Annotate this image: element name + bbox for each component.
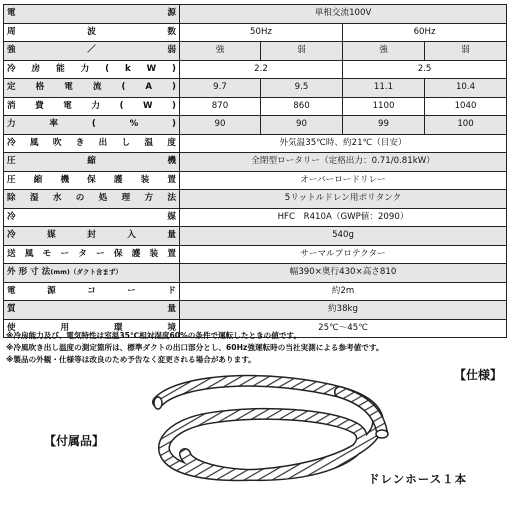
- spec-label-char: ): [172, 82, 176, 93]
- spec-label: [4, 245, 180, 264]
- spec-label-char: 源: [47, 285, 56, 296]
- spec-label-char: 波: [87, 26, 96, 37]
- spec-label-char: 機: [60, 174, 70, 185]
- spec-label-char: 護: [113, 174, 123, 185]
- spec-label-char: ／: [87, 45, 96, 56]
- spec-label-char: モ: [42, 248, 52, 259]
- spec-label-char: き: [75, 137, 85, 148]
- spec-label: [4, 227, 180, 246]
- spec-label-char: 処: [98, 193, 108, 204]
- spec-row: [4, 208, 507, 227]
- spec-label-char: 温: [144, 137, 154, 148]
- spec-label: [4, 171, 180, 190]
- spec-label-char: 環: [113, 322, 123, 333]
- spec-label-char: ー: [127, 285, 136, 296]
- spec-value: 外気温35℃時、約21℃（目安）: [180, 134, 507, 153]
- spec-label-text: 外 形 寸 法: [7, 267, 51, 278]
- spec-label: [4, 153, 180, 172]
- spec-label-char: 縮: [87, 156, 96, 167]
- spec-label-char: 電: [7, 285, 16, 296]
- spec-label-char: ): [172, 119, 176, 130]
- spec-label-char: 封: [87, 230, 96, 241]
- spec-value: 50Hz: [180, 23, 343, 42]
- spec-label-char: 力: [7, 119, 16, 130]
- spec-label-char: 定: [7, 82, 16, 93]
- spec-label-char: の: [75, 193, 85, 204]
- spec-row: [4, 227, 507, 246]
- spec-row: [4, 245, 507, 264]
- spec-label-char: 格: [35, 82, 45, 93]
- spec-value: 9.7: [180, 79, 261, 98]
- spec-value: 単相交流100V: [180, 5, 507, 24]
- spec-label-char: 装: [149, 248, 159, 259]
- spec-label-char: 護: [131, 248, 141, 259]
- spec-value: 強: [180, 42, 261, 61]
- spec-row: [4, 264, 507, 283]
- spec-row: [4, 5, 507, 24]
- hose-coil: [154, 381, 388, 475]
- spec-label-char: 風: [24, 248, 34, 259]
- spec-label-char: 冷: [7, 137, 16, 148]
- spec-label-char: 吹: [52, 137, 62, 148]
- spec-label-char: 周: [7, 26, 16, 37]
- spec-label-char: ): [172, 63, 176, 74]
- spec-label-char: 縮: [33, 174, 43, 185]
- spec-value: 強: [343, 42, 425, 61]
- spec-value: 弱: [425, 42, 507, 61]
- spec-label-char: (: [119, 100, 124, 111]
- spec-label-char: 湿: [29, 193, 39, 204]
- spec-label: [4, 134, 180, 153]
- spec-label-char: 流: [92, 82, 102, 93]
- spec-value: 60Hz: [343, 23, 507, 42]
- spec-label-char: 圧: [7, 174, 16, 185]
- spec-row: [4, 116, 507, 135]
- spec-value: サーマルプロテクター: [180, 245, 507, 264]
- spec-label: [4, 97, 180, 116]
- spec-row: [4, 134, 507, 153]
- spec-label-char: コ: [87, 285, 96, 296]
- spec-label-char: 理: [121, 193, 131, 204]
- spec-label-char: 冷: [7, 211, 16, 222]
- spec-label: [4, 23, 180, 42]
- spec-label-char: 圧: [7, 156, 16, 167]
- spec-label: [4, 42, 180, 61]
- spec-label-char: 方: [144, 193, 154, 204]
- spec-label-char: 源: [167, 8, 176, 19]
- spec-label-char: 置: [167, 248, 176, 259]
- spec-label-char: 出: [98, 137, 108, 148]
- spec-value: 約2m: [180, 282, 507, 301]
- accessory-section-title: 【付属品】: [44, 434, 105, 448]
- spec-label-char: 媒: [167, 211, 176, 222]
- spec-label-char: %: [129, 119, 139, 130]
- spec-label-char: (: [91, 119, 96, 130]
- spec-value: 540g: [180, 227, 507, 246]
- spec-label-char: 度: [167, 137, 176, 148]
- spec-value: 99: [343, 116, 425, 135]
- spec-label-char: (: [121, 82, 126, 93]
- spec-label-char: 強: [7, 45, 16, 56]
- spec-label-char: 量: [167, 230, 176, 241]
- spec-label: [4, 190, 180, 209]
- spec-value: 1040: [425, 97, 507, 116]
- spec-label-char: 媒: [47, 230, 56, 241]
- note-line: ※冷房能力及び、電気特性は室温35℃相対湿度60%の条件で運転したときの値です。: [6, 331, 301, 340]
- spec-label-char: 入: [127, 230, 136, 241]
- spec-label-char: 置: [167, 174, 176, 185]
- spec-row: [4, 79, 507, 98]
- spec-label-char: 風: [29, 137, 39, 148]
- spec-value: 25℃～45℃: [180, 319, 507, 338]
- spec-label-char: 能: [56, 63, 65, 74]
- note-line: ※製品の外観・仕様等は改良のため予告なく変更される場合があります。: [6, 355, 256, 364]
- spec-label-char: 送: [7, 248, 16, 259]
- spec-label-char: A: [145, 82, 153, 93]
- spec-value: 弱: [261, 42, 343, 61]
- spec-value: 幅390×奥行430×高さ810: [180, 264, 507, 283]
- spec-row: [4, 42, 507, 61]
- spec-label: [4, 79, 180, 98]
- spec-value: 2.2: [180, 60, 343, 79]
- spec-label-char: 力: [80, 63, 90, 74]
- spec-label: [4, 60, 180, 79]
- spec-label-char: 装: [140, 174, 150, 185]
- spec-label-char: タ: [78, 248, 87, 259]
- accessory-caption: ドレンホース１本: [368, 472, 468, 486]
- spec-label-char: 冷: [7, 63, 16, 74]
- spec-value: 全閉型ロータリー（定格出力：0.71/0.81kW）: [180, 153, 507, 172]
- spec-label-char: 電: [63, 100, 72, 111]
- spec-table: [3, 4, 507, 338]
- spec-value: オーバーロードリレー: [180, 171, 507, 190]
- spec-label-char: 数: [167, 26, 176, 37]
- spec-row: [4, 171, 507, 190]
- spec-label-char: 弱: [167, 45, 176, 56]
- spec-label-char: ー: [96, 248, 105, 259]
- spec-value: 100: [425, 116, 507, 135]
- spec-label-char: 量: [167, 304, 176, 315]
- spec-label-char: ー: [60, 248, 70, 259]
- spec-value: 10.4: [425, 79, 507, 98]
- spec-label-char: 法: [167, 193, 176, 204]
- spec-row: [4, 23, 507, 42]
- spec-label-char: 水: [52, 193, 62, 204]
- spec-label-char: ): [172, 100, 176, 111]
- spec-label-char: W: [143, 100, 153, 111]
- spec-section-title: 【仕様】: [453, 368, 502, 382]
- spec-label: [4, 208, 180, 227]
- spec-value: HFC R410A（GWP値：2090）: [180, 208, 507, 227]
- spec-value: 9.5: [261, 79, 343, 98]
- note-line: ※冷風吹き出し温度の測定箇所は、標準ダクトの出口部分とし、60Hz強運転時の当社実測による参考値です。: [6, 343, 384, 352]
- spec-value: 90: [261, 116, 343, 135]
- spec-label: [4, 301, 180, 320]
- spec-label-char: 除: [7, 193, 16, 204]
- spec-label-char: 力: [91, 100, 101, 111]
- spec-label-char: k: [124, 63, 131, 74]
- spec-label-char: 電: [7, 8, 16, 19]
- spec-value: 2.5: [343, 60, 507, 79]
- spec-label-char: ド: [167, 285, 176, 296]
- spec-label-char: 消: [7, 100, 16, 111]
- spec-label-char: 機: [167, 156, 176, 167]
- spec-label-char: 境: [167, 322, 176, 333]
- spec-label-char: 保: [87, 174, 96, 185]
- spec-row: [4, 97, 507, 116]
- spec-label-char: 質: [7, 304, 16, 315]
- spec-label-note: (mm)（ダクト含まず）: [50, 268, 122, 277]
- spec-label-char: 使: [7, 322, 16, 333]
- spec-row: [4, 282, 507, 301]
- spec-notes: [6, 330, 506, 366]
- spec-label-char: 電: [64, 82, 73, 93]
- spec-label-char: 率: [49, 119, 59, 130]
- spec-value: 11.1: [343, 79, 425, 98]
- spec-row: [4, 153, 507, 172]
- drain-hose-image: [150, 372, 395, 498]
- spec-row: [4, 190, 507, 209]
- spec-label-char: し: [121, 137, 131, 148]
- spec-value: 860: [261, 97, 343, 116]
- spec-label: [4, 116, 180, 135]
- spec-label: [4, 5, 180, 24]
- spec-value: 90: [180, 116, 261, 135]
- spec-value: 870: [180, 97, 261, 116]
- spec-label: [4, 264, 180, 283]
- spec-label-char: (: [105, 63, 110, 74]
- spec-label-char: 保: [113, 248, 123, 259]
- spec-value: 5リットルドレン用ポリタンク: [180, 190, 507, 209]
- spec-value: 1100: [343, 97, 425, 116]
- spec-value: 約38kg: [180, 301, 507, 320]
- spec-row: [4, 60, 507, 79]
- spec-label-char: 用: [60, 322, 70, 333]
- spec-label: [4, 282, 180, 301]
- spec-label-char: 冷: [7, 230, 16, 241]
- spec-label-char: 費: [35, 100, 44, 111]
- spec-label-char: 房: [31, 63, 41, 74]
- spec-label-char: W: [146, 63, 157, 74]
- spec-row: [4, 301, 507, 320]
